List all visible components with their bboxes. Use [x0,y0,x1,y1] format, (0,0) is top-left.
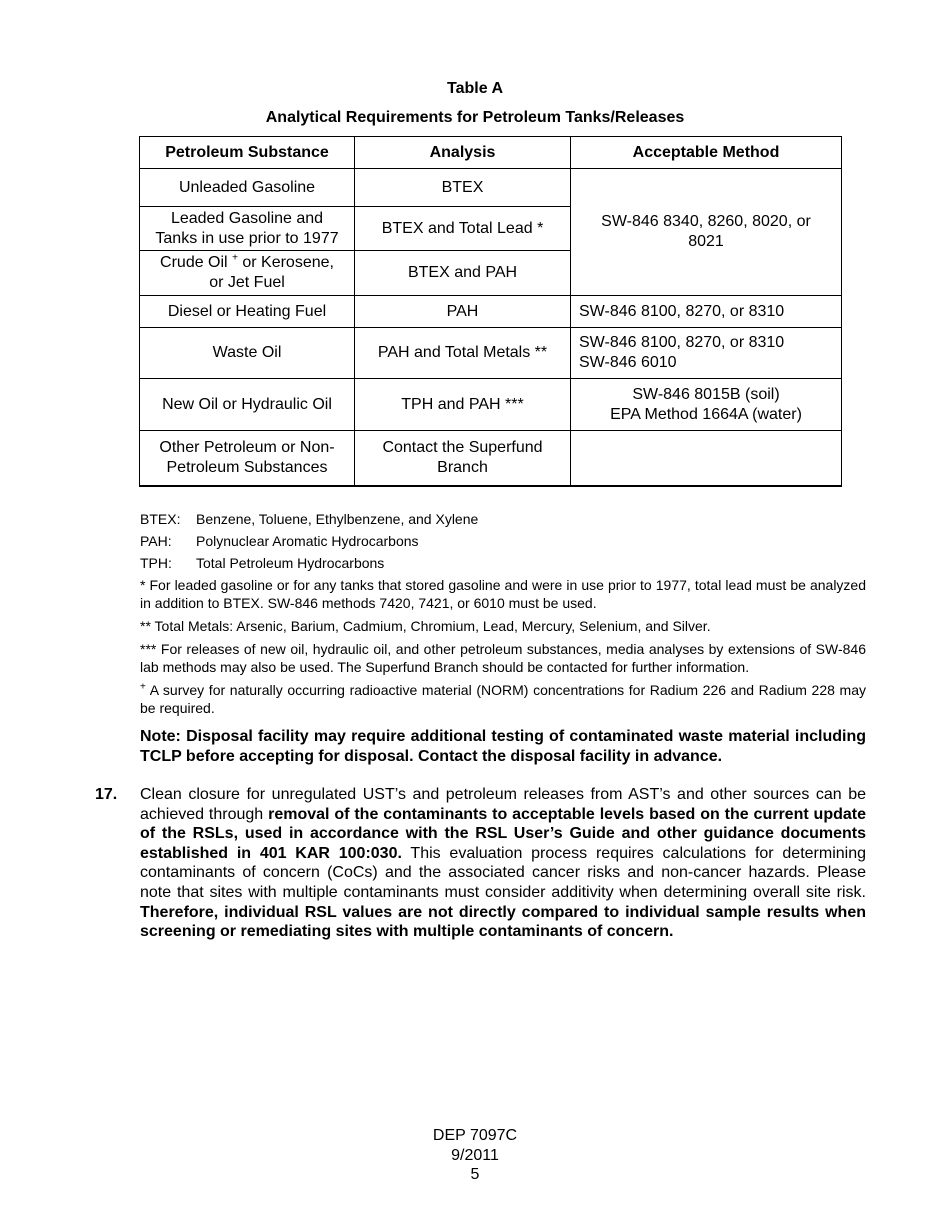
abbreviation-value: Total Petroleum Hydrocarbons [196,555,385,571]
table-row [140,379,842,431]
header-analysis: Analysis [355,137,571,169]
substance-cell [140,207,355,251]
abbreviation-key: BTEX: [140,511,181,527]
analysis-cell: BTEX and Total Lead * [355,207,571,251]
method-cell [571,328,842,379]
analysis-cell: BTEX and PAH [355,251,571,296]
item-body [140,785,866,942]
analysis-line: Branch [437,458,488,476]
analysis-cell: PAH and Total Metals ** [355,328,571,379]
disposal-note: Note: Disposal facility may require additional testing of contaminated waste material including TCLP before accepting for disposal. Contact the disposal facility in advance. [140,728,866,765]
method-line: EPA Method 1664A (water) [610,405,802,423]
method-cell [571,431,842,486]
analysis-cell [355,431,571,486]
substance-cell: Unleaded Gasoline [140,169,355,207]
abbreviation-value: Benzene, Toluene, Ethylbenzene, and Xylene [196,511,479,527]
header-acceptable-method: Acceptable Method [571,137,842,169]
analysis-cell: BTEX [355,169,571,207]
substance-line: Crude Oil [160,254,228,271]
table-header-row [140,137,842,169]
substance-cell [140,431,355,486]
substance-line: Tanks in use prior to 1977 [155,229,339,247]
method-line: SW-846 6010 [579,354,677,371]
document-date: 9/2011 [451,1146,499,1164]
footnote-norm [140,681,866,717]
abbreviation-item [140,554,866,572]
method-cell: SW-846 8100, 8270, or 8310 [571,296,842,328]
table-row [140,431,842,486]
gasoline-method-cell [571,169,842,296]
substance-cell [140,251,355,296]
analysis-line: Contact the Superfund [382,438,543,456]
abbreviation-item [140,532,866,550]
substance-cell: Diesel or Heating Fuel [140,296,355,328]
item-bold-text: Therefore, individual RSL values are not directly compared to individual sample results when screening or remediating sites with multiple contaminants of concern. [140,903,866,941]
substance-line: Petroleum Substances [166,458,328,476]
table-row [140,296,842,328]
table-row [140,169,842,207]
method-cell [571,379,842,431]
analysis-cell: PAH [355,296,571,328]
table-subtitle: Analytical Requirements for Petroleum Tanks/Releases [265,109,685,126]
table-row [140,328,842,379]
analytical-requirements-table [139,136,842,487]
superscript-mark: + [140,681,146,693]
header-petroleum-substance: Petroleum Substance [140,137,355,169]
analysis-cell: TPH and PAH *** [355,379,571,431]
footnote-norm-text: A survey for naturally occurring radioactive material (NORM) concentrations for Radium 226 and Radium 228 may be required. [140,682,866,716]
method-line: SW-846 8015B (soil) [632,385,780,403]
footnote-new-oil: *** For releases of new oil, hydraulic oil, and other petroleum substances, media analyses by extensions of SW-846 lab methods may also be used. The Superfund Branch should be contacted for further information. [140,641,866,675]
substance-line: or Jet Fuel [209,274,285,291]
substance-line: Leaded Gasoline and [170,209,324,227]
abbreviation-key: TPH: [140,555,172,571]
item-17 [95,785,866,942]
method-line: SW-846 8100, 8270, or 8310 [579,334,785,351]
substance-cell: New Oil or Hydraulic Oil [140,379,355,431]
substance-cell: Waste Oil [140,328,355,379]
table-title: Table A [446,80,503,97]
item-bold-text: removal of the contaminants to acceptable levels based on the current update of the RSLs, used in accordance with the RSL User’s Guide and other guidance documents established in 401 KAR 100:030. [140,805,866,862]
abbreviation-item [140,510,866,528]
table-notes [140,510,866,767]
page-number: 5 [470,1166,480,1183]
abbreviation-value: Polynuclear Aromatic Hydrocarbons [196,533,419,549]
page-footer [0,1126,950,1185]
footnote-total-metals: ** Total Metals: Arsenic, Barium, Cadmium, Chromium, Lead, Mercury, Selenium, and Silver. [140,618,711,634]
item-text: This evaluation process requires calculations for determining contaminants of concern (CoCs) and the associated cancer risks and non-cancer hazards. Please note that sites with multiple contaminants must consider additivity when determining overall site risk. [140,844,867,901]
substance-line: or Kerosene, [237,254,334,271]
method-line: 8021 [688,233,724,250]
footnote-leaded-gasoline: * For leaded gasoline or for any tanks that stored gasoline and were in use prior to 1977, total lead must be analyzed in addition to BTEX. SW-846 methods 7420, 7421, or 6010 must be used. [140,577,866,611]
abbreviation-key: PAH: [140,533,172,549]
item-number: 17. [95,786,118,803]
item-text: Clean closure for unregulated UST’s and petroleum releases from AST’s and other sources can be achieved through [140,786,866,823]
document-number: DEP 7097C [432,1127,518,1144]
substance-line: Other Petroleum or Non- [159,438,335,456]
superscript-mark: + [232,252,238,264]
method-line: SW-846 8340, 8260, 8020, or [601,213,811,230]
